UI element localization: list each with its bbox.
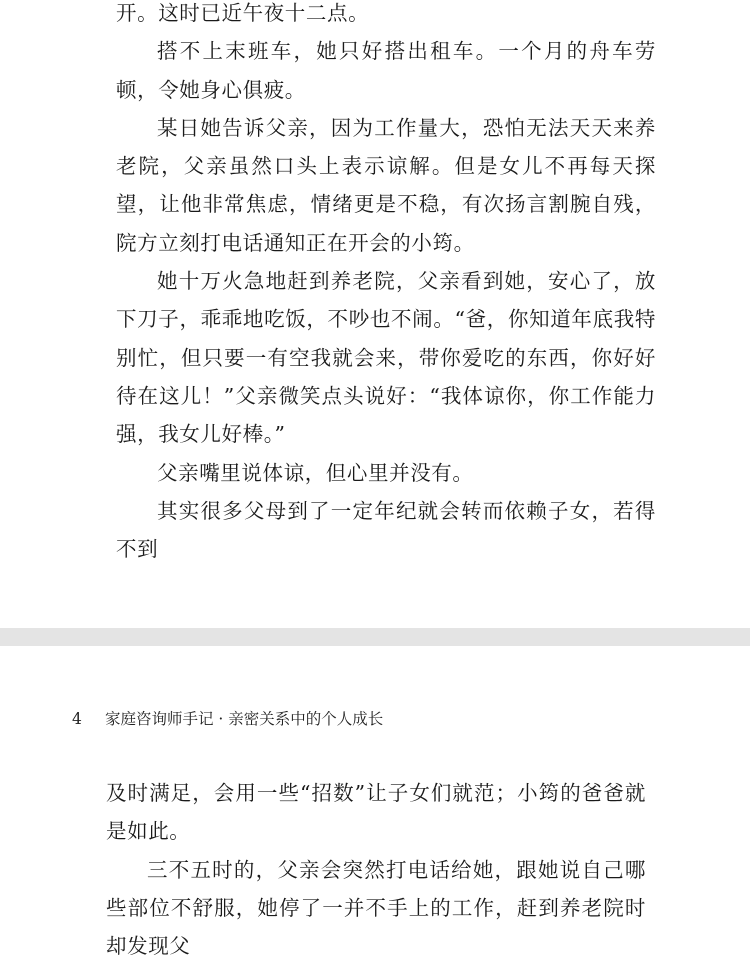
page-separator	[0, 628, 750, 646]
paragraph: 她十万火急地赶到养老院，父亲看到她，安心了，放下刀子，乖乖地吃饭，不吵也不闹。“爸，你知道年底我特别忙，但只要一有空我就会来，带你爱吃的东西，你好好待在这儿！”父亲微笑点头说好：“我体谅你，你工作能力强，我女儿好棒。”	[116, 269, 656, 447]
book-title: 家庭咨询师手记 · 亲密关系中的个人成长	[105, 710, 384, 728]
page-number: 4	[72, 710, 82, 728]
paragraph: 搭不上末班车，她只好搭出租车。一个月的舟车劳顿，令她身心俱疲。	[116, 39, 656, 102]
paragraph: 其实很多父母到了一定年纪就会转而依赖子女，若得不到	[116, 498, 656, 562]
paragraph: 三不五时的，父亲会突然打电话给她，跟她说自己哪些部位不舒服，她停了一并不手上的工作，赶到养老院时却发现父	[106, 857, 646, 959]
book-page-lower	[0, 646, 750, 959]
paragraph-continued: 开。这时已近午夜十二点。	[116, 1, 370, 25]
running-header	[72, 709, 383, 729]
body-text	[116, 0, 656, 568]
paragraph: 某日她告诉父亲，因为工作量大，恐怕无法天天来养老院，父亲虽然口头上表示谅解。但是女儿不再每天探望，让他非常焦虑，情绪更是不稳，有次扬言割腕自残，院方立刻打电话通知正在开会的小筠。	[116, 115, 656, 255]
body-text	[106, 774, 646, 965]
paragraph: 父亲嘴里说体谅，但心里并没有。	[157, 460, 474, 485]
paragraph-continued: 及时满足，会用一些“招数”让子女们就范；小筠的爸爸就是如此。	[106, 781, 646, 844]
